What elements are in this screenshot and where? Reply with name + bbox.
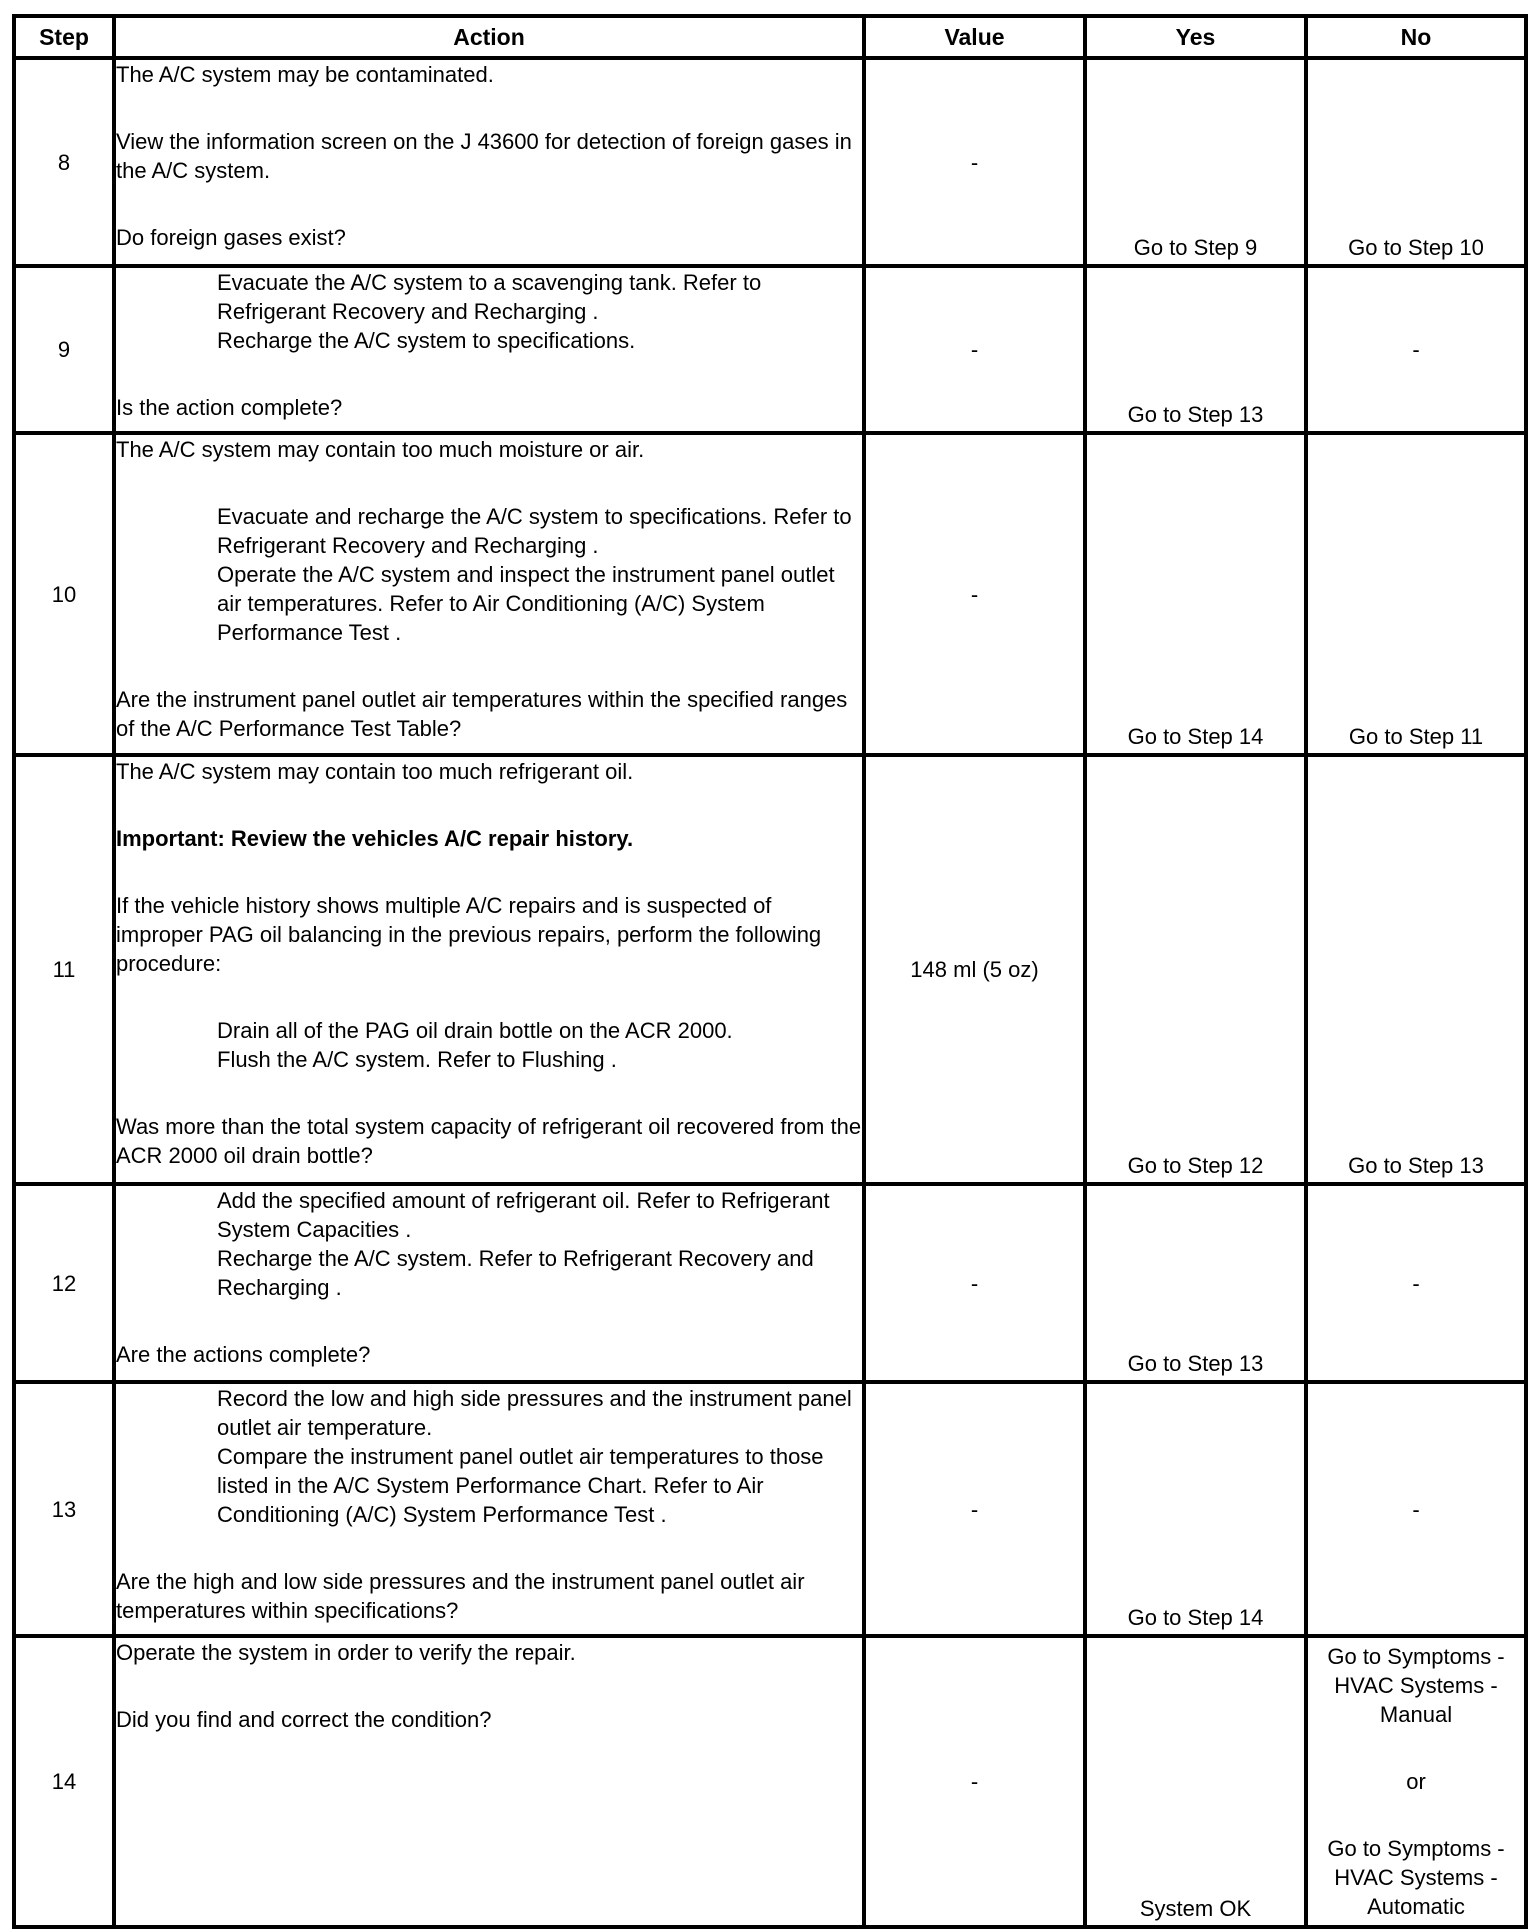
no-link[interactable]: Go to Step 11 xyxy=(1348,724,1484,749)
yes-cell xyxy=(1085,58,1306,266)
table-row-step-8 xyxy=(14,58,1526,266)
table-row-step-9 xyxy=(14,266,1526,433)
yes-link[interactable]: System OK xyxy=(1139,1896,1252,1921)
value-cell: - xyxy=(864,266,1085,433)
header-value: Value xyxy=(864,16,1085,58)
action-cell xyxy=(114,1382,864,1636)
value-cell: - xyxy=(864,1184,1085,1382)
no-cell: - xyxy=(1306,1382,1526,1636)
yes-link[interactable]: Go to Step 14 xyxy=(1127,1605,1264,1630)
header-no: No xyxy=(1306,16,1526,58)
action-cell xyxy=(114,755,864,1184)
header-action: Action xyxy=(114,16,864,58)
action-item: Operate the A/C system and inspect the instrument panel outlet air temperatures. Refer to Air Conditioning (A/C) System Performance Test . xyxy=(217,562,835,645)
action-item: Recharge the A/C system. Refer to Refrigerant Recovery and Recharging . xyxy=(217,1246,814,1300)
yes-cell xyxy=(1085,1184,1306,1382)
no-link[interactable]: Go to Step 10 xyxy=(1348,235,1484,260)
table-row-step-11 xyxy=(14,755,1526,1184)
value-cell: - xyxy=(864,433,1085,755)
step-number: 10 xyxy=(14,433,114,755)
table-row-step-14 xyxy=(14,1636,1526,1927)
action-item: Evacuate the A/C system to a scavenging tank. Refer to Refrigerant Recovery and Recharging . xyxy=(217,270,762,324)
action-text: Operate the system in order to verify the repair. xyxy=(116,1640,576,1665)
action-item: Compare the instrument panel outlet air temperatures to those listed in the A/C System Performance Chart. Refer to Air Conditioning (A/C) System Performance Test . xyxy=(217,1444,824,1527)
table-row-step-10 xyxy=(14,433,1526,755)
action-cell xyxy=(114,58,864,266)
action-cell xyxy=(114,266,864,433)
action-question: Was more than the total system capacity of refrigerant oil recovered from the ACR 2000 oil drain bottle? xyxy=(116,1114,862,1168)
yes-link[interactable]: Go to Step 13 xyxy=(1127,402,1264,427)
action-item: Flush the A/C system. Refer to Flushing . xyxy=(217,1047,617,1072)
header-row xyxy=(14,16,1526,58)
action-item: Add the specified amount of refrigerant oil. Refer to Refrigerant System Capacities . xyxy=(217,1188,830,1242)
no-link-manual[interactable]: Go to Symptoms - HVAC Systems - Manual xyxy=(1327,1644,1505,1727)
diagnostic-table xyxy=(12,14,1528,1929)
action-item: Drain all of the PAG oil drain bottle on the ACR 2000. xyxy=(217,1018,733,1043)
yes-cell xyxy=(1085,1382,1306,1636)
table-row-step-12 xyxy=(14,1184,1526,1382)
important-note: Important: Review the vehicles A/C repair history. xyxy=(116,826,634,851)
table-row-step-13 xyxy=(14,1382,1526,1636)
no-cell xyxy=(1306,755,1526,1184)
action-cell xyxy=(114,1184,864,1382)
step-number: 12 xyxy=(14,1184,114,1382)
yes-link[interactable]: Go to Step 12 xyxy=(1127,1153,1264,1178)
step-number: 11 xyxy=(14,755,114,1184)
no-cell: - xyxy=(1306,266,1526,433)
action-text: If the vehicle history shows multiple A/C repairs and is suspected of improper PAG oil balancing in the previous repairs, perform the following procedure: xyxy=(116,893,822,976)
yes-cell xyxy=(1085,266,1306,433)
step-number: 9 xyxy=(14,266,114,433)
action-question: Are the high and low side pressures and the instrument panel outlet air temperatures within specifications? xyxy=(116,1569,805,1623)
yes-cell xyxy=(1085,755,1306,1184)
yes-link[interactable]: Go to Step 9 xyxy=(1133,235,1258,260)
step-number: 13 xyxy=(14,1382,114,1636)
yes-link[interactable]: Go to Step 13 xyxy=(1127,1351,1264,1376)
no-link[interactable]: Go to Step 13 xyxy=(1348,1153,1484,1178)
header-step: Step xyxy=(14,16,114,58)
yes-cell xyxy=(1085,1636,1306,1927)
yes-link[interactable]: Go to Step 14 xyxy=(1127,724,1264,749)
action-question: Is the action complete? xyxy=(116,395,343,420)
action-text: View the information screen on the J 43600 for detection of foreign gases in the A/C system. xyxy=(116,129,852,183)
value-cell: - xyxy=(864,58,1085,266)
action-text: The A/C system may contain too much refrigerant oil. xyxy=(116,759,634,784)
action-text: The A/C system may be contaminated. xyxy=(116,62,494,87)
no-cell xyxy=(1306,433,1526,755)
action-question: Are the actions complete? xyxy=(116,1342,371,1367)
no-cell: - xyxy=(1306,1184,1526,1382)
or-separator: or xyxy=(1406,1769,1426,1794)
action-question: Did you find and correct the condition? xyxy=(116,1707,492,1732)
no-link-automatic[interactable]: Go to Symptoms - HVAC Systems - Automatic xyxy=(1327,1836,1505,1919)
action-question: Do foreign gases exist? xyxy=(116,225,346,250)
action-item: Recharge the A/C system to specifications. xyxy=(217,328,636,353)
action-item: Record the low and high side pressures and the instrument panel outlet air temperature. xyxy=(217,1386,852,1440)
action-cell xyxy=(114,1636,864,1927)
step-number: 8 xyxy=(14,58,114,266)
value-cell: 148 ml (5 oz) xyxy=(864,755,1085,1184)
action-text: The A/C system may contain too much moisture or air. xyxy=(116,437,645,462)
header-yes: Yes xyxy=(1085,16,1306,58)
no-cell xyxy=(1306,58,1526,266)
yes-cell xyxy=(1085,433,1306,755)
action-item: Evacuate and recharge the A/C system to specifications. Refer to Refrigerant Recovery and Recharging . xyxy=(217,504,852,558)
no-cell xyxy=(1306,1636,1526,1927)
value-cell: - xyxy=(864,1636,1085,1927)
action-cell xyxy=(114,433,864,755)
value-cell: - xyxy=(864,1382,1085,1636)
action-question: Are the instrument panel outlet air temperatures within the specified ranges of the A/C Performance Test Table? xyxy=(116,687,848,741)
step-number: 14 xyxy=(14,1636,114,1927)
